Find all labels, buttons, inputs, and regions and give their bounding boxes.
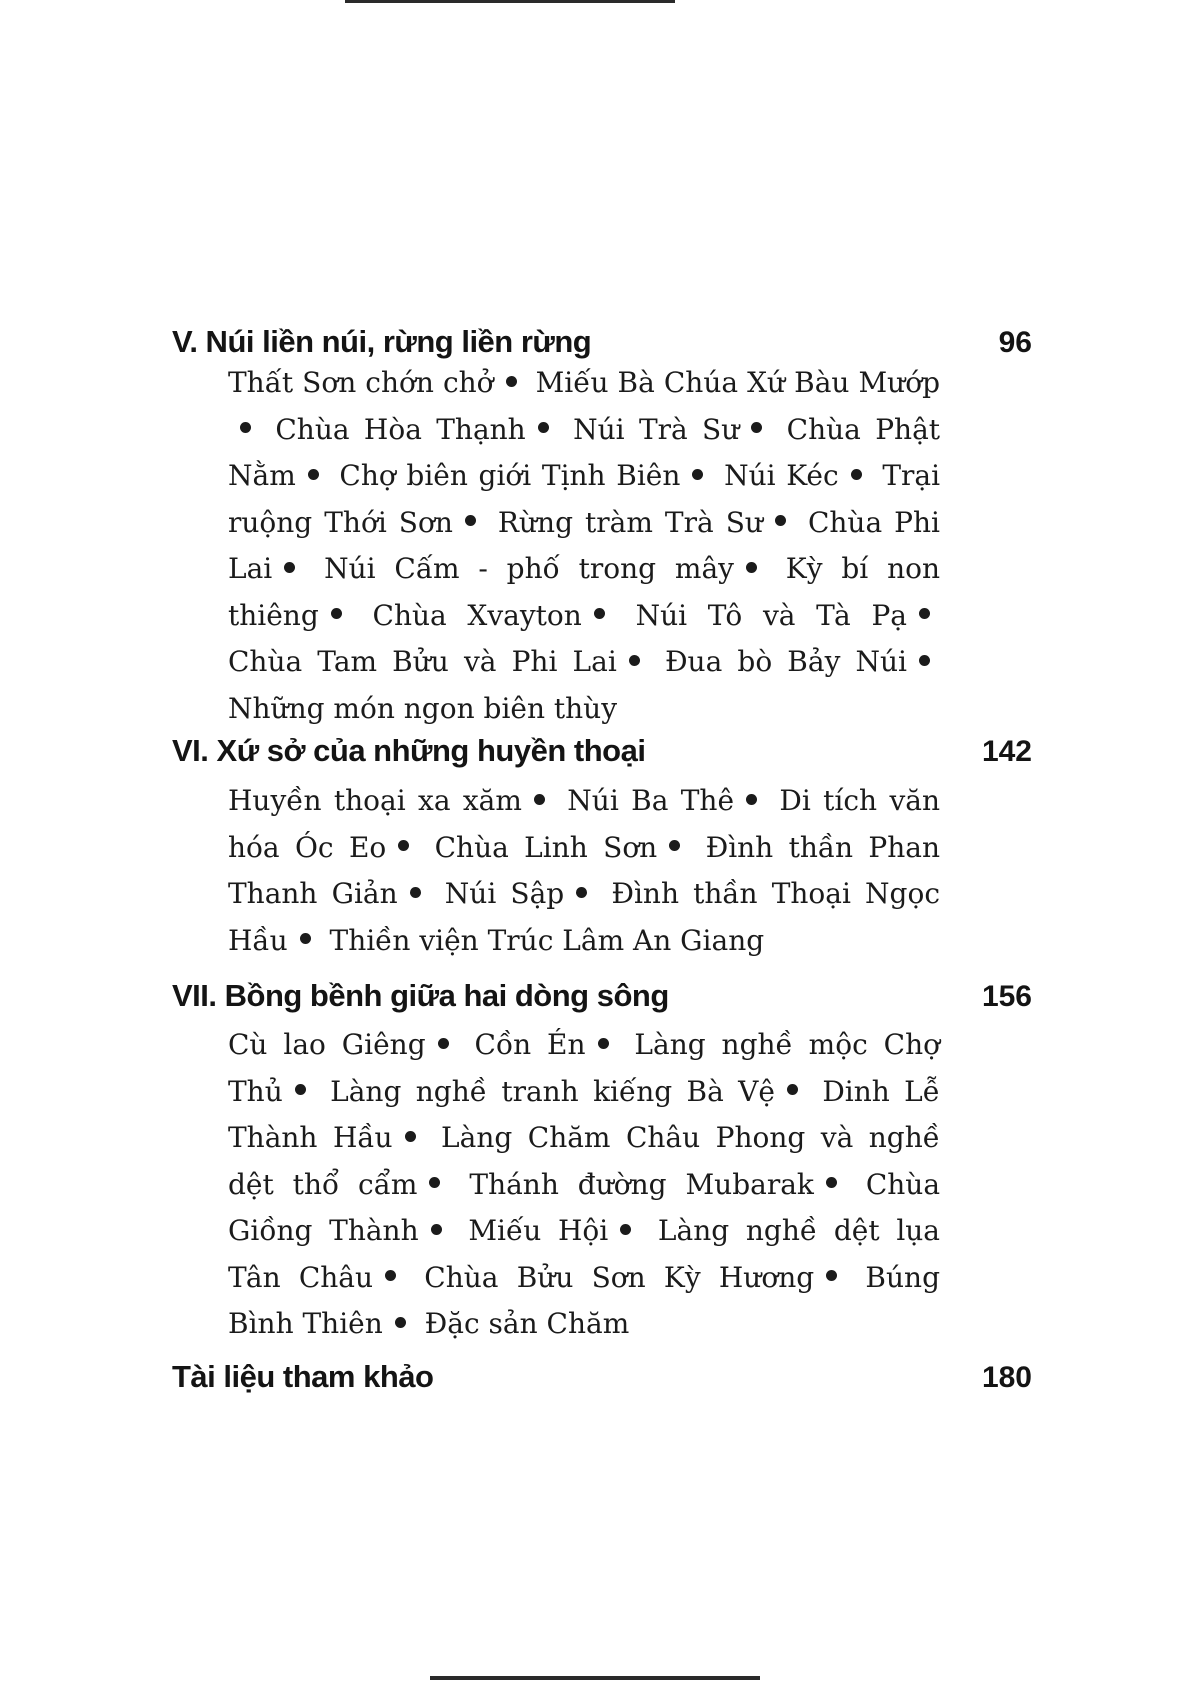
- toc-subtopic-item: Chùa Hòa Thạnh: [275, 412, 526, 446]
- toc-subtopic-item: Cồn Én: [474, 1028, 586, 1061]
- bullet-separator-icon: [787, 1084, 798, 1095]
- toc-subtopic-item: Chùa Xvayton: [372, 598, 582, 632]
- toc-subtopic-item: Làng nghề dệt lụa Tân Châu: [228, 1214, 940, 1294]
- toc-entry-page-number: 156: [981, 980, 1032, 1013]
- bullet-separator-icon: [410, 887, 421, 898]
- toc-subtopic-item: Làng nghề mộc Chợ Thủ: [228, 1028, 940, 1108]
- bullet-separator-icon: [538, 422, 549, 433]
- bullet-separator-icon: [826, 1270, 837, 1281]
- bullet-separator-icon: [331, 608, 342, 619]
- toc-subtopic-item: Cù lao Giêng: [228, 1028, 426, 1061]
- toc-subtopic-item: Đình thần Phan Thanh Giản: [228, 830, 941, 910]
- bullet-separator-icon: [826, 1177, 837, 1188]
- toc-entry-page-number: 180: [981, 1361, 1032, 1394]
- toc-subtopic-item: Núi Kéc: [724, 459, 839, 492]
- bullet-separator-icon: [438, 1038, 449, 1049]
- bullet-separator-icon: [295, 1084, 306, 1095]
- toc-subtopic-item: Di tích văn hóa Óc Eo: [228, 784, 940, 864]
- toc-entry-heading: [172, 1359, 1032, 1395]
- toc-entry-subtopics: [228, 1022, 940, 1348]
- bullet-separator-icon: [594, 608, 605, 619]
- bullet-separator-icon: [308, 469, 319, 480]
- bullet-separator-icon: [629, 655, 640, 666]
- bullet-separator-icon: [300, 933, 311, 944]
- toc-entry-subtopics: [228, 778, 940, 964]
- bullet-separator-icon: [751, 422, 762, 433]
- toc-entry-title: Tài liệu tham khảo: [172, 1359, 434, 1394]
- bullet-separator-icon: [465, 515, 476, 526]
- bullet-separator-icon: [506, 376, 517, 387]
- page-bottom-edge-rule: [430, 1676, 760, 1680]
- toc-subtopic-item: Trại ruộng Thới Sơn: [228, 459, 941, 539]
- toc-entry-title: VI. Xứ sở của những huyền thoại: [172, 733, 646, 768]
- bullet-separator-icon: [284, 562, 295, 573]
- bullet-separator-icon: [692, 469, 703, 480]
- toc-subtopic-item: Đình thần Thoại Ngọc Hầu: [228, 877, 941, 957]
- toc-subtopic-item: Kỳ bí non thiêng: [228, 552, 941, 632]
- toc-subtopic-item: Thất Sơn chớn chở: [228, 366, 494, 399]
- toc-subtopic-item: Thánh đường Mubarak: [469, 1167, 814, 1201]
- toc-subtopic-item: Miếu Hội: [468, 1214, 609, 1247]
- bullet-separator-icon: [775, 515, 786, 526]
- toc-subtopic-item: Núi Trà Sư: [573, 412, 740, 446]
- toc-entry-heading: [172, 733, 1032, 769]
- bullet-separator-icon: [405, 1131, 416, 1142]
- toc-entry-title: VII. Bồng bềnh giữa hai dòng sông: [172, 978, 669, 1013]
- toc-subtopic-item: Đua bò Bảy Núi: [664, 645, 908, 678]
- bullet-separator-icon: [669, 840, 680, 851]
- toc-subtopic-item: Núi Ba Thê: [567, 784, 735, 817]
- toc-subtopic-item: Chùa Phi Lai: [228, 505, 940, 585]
- toc-subtopic-item: Thiền viện Trúc Lâm An Giang: [329, 923, 765, 957]
- toc-subtopic-item: Huyền thoại xa xăm: [228, 784, 522, 817]
- toc-entry-heading: [172, 978, 1032, 1014]
- bullet-separator-icon: [398, 840, 409, 851]
- toc-subtopic-item: Làng Chăm Châu Phong và nghề dệt thổ cẩm: [228, 1121, 940, 1201]
- bullet-separator-icon: [576, 887, 587, 898]
- toc-subtopic-item: Chùa Phật Nằm: [228, 412, 941, 492]
- bullet-separator-icon: [395, 1317, 406, 1328]
- toc-subtopic-item: Chùa Bửu Sơn Kỳ Hương: [424, 1260, 815, 1294]
- bullet-separator-icon: [431, 1224, 442, 1235]
- toc-subtopic-item: Miếu Bà Chúa Xứ Bàu Mướp: [535, 366, 940, 399]
- toc-subtopic-item: Làng nghề tranh kiếng Bà Vệ: [330, 1074, 775, 1108]
- toc-subtopic-item: Chùa Linh Sơn: [434, 830, 658, 864]
- toc-subtopic-item: Búng Bình Thiên: [228, 1260, 940, 1340]
- bullet-separator-icon: [746, 562, 757, 573]
- toc-subtopic-item: Chùa Tam Bửu và Phi Lai: [228, 645, 617, 678]
- toc-entry-subtopics: [228, 360, 940, 732]
- toc-subtopic-item: Chùa Giồng Thành: [228, 1167, 941, 1247]
- toc-subtopic-item: Dinh Lễ Thành Hầu: [228, 1074, 940, 1154]
- toc-subtopic-item: Núi Sập: [444, 877, 565, 910]
- toc-subtopic-item: Núi Cấm - phố trong mây: [324, 552, 734, 585]
- bullet-separator-icon: [620, 1224, 631, 1235]
- toc-entry-page-number: 96: [998, 326, 1032, 359]
- toc-entry-heading: [172, 324, 1032, 360]
- toc-entry-title: V. Núi liền núi, rừng liền rừng: [172, 324, 592, 359]
- toc-entry-page-number: 142: [981, 735, 1032, 768]
- bullet-separator-icon: [919, 655, 930, 666]
- bullet-separator-icon: [429, 1177, 440, 1188]
- bullet-separator-icon: [919, 608, 930, 619]
- toc-subtopic-item: Những món ngon biên thùy: [228, 691, 618, 725]
- bullet-separator-icon: [746, 794, 757, 805]
- bullet-separator-icon: [385, 1270, 396, 1281]
- toc-subtopic-item: Chợ biên giới Tịnh Biên: [339, 459, 681, 492]
- toc-subtopic-item: Đặc sản Chăm: [424, 1307, 630, 1340]
- bullet-separator-icon: [534, 794, 545, 805]
- bullet-separator-icon: [598, 1038, 609, 1049]
- bullet-separator-icon: [240, 422, 251, 433]
- toc-subtopic-item: Núi Tô và Tà Pạ: [635, 598, 907, 632]
- bullet-separator-icon: [851, 469, 862, 480]
- toc-subtopic-item: Rừng tràm Trà Sư: [497, 505, 763, 539]
